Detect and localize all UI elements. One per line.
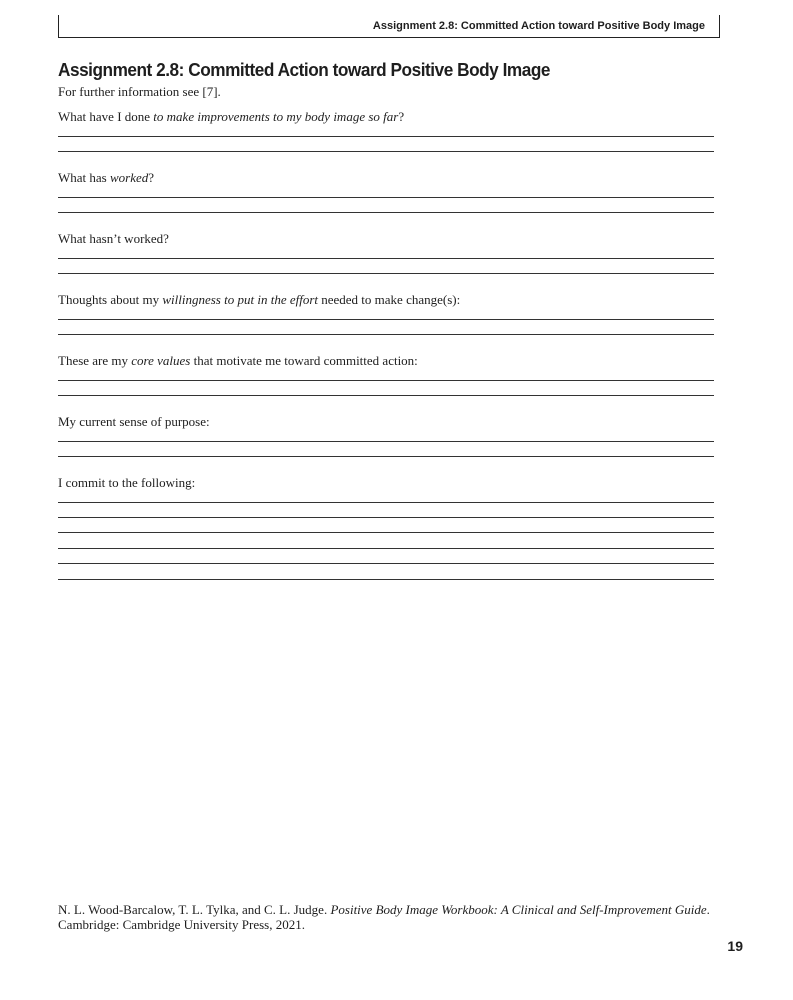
citation-authors: N. L. Wood-Barcalow, T. L. Tylka, and C. L. Judge. [58,902,331,917]
question-4-emphasis: willingness to put in the effort [162,292,318,307]
answer-line[interactable] [58,151,714,152]
answer-line[interactable] [58,258,714,259]
question-2-post: ? [148,170,155,185]
question-1-pre: What have I done [58,109,154,124]
question-1 [58,109,404,125]
answer-line[interactable] [58,563,714,564]
question-6 [58,414,210,430]
answer-line[interactable] [58,273,714,274]
page-number: 19 [727,938,743,954]
question-2-pre: What has [58,170,110,185]
question-5-post: that motivate me toward committed action: [190,353,418,368]
subtitle: For further information see [7]. [58,84,221,99]
answer-line[interactable] [58,380,714,381]
answer-line[interactable] [58,579,714,580]
question-4-pre: Thoughts about my [58,292,163,307]
question-5-emphasis: core values [131,353,191,368]
answer-line[interactable] [58,441,714,442]
question-4 [58,292,460,308]
question-7-pre: I commit to the following: [58,475,196,490]
answer-line[interactable] [58,517,714,518]
answer-line[interactable] [58,136,714,137]
question-2 [58,170,154,186]
citation-footer [58,902,728,932]
running-head-text: Assignment 2.8: Committed Action toward Positive Body Image [372,20,705,32]
citation-book-title: Positive Body Image Workbook: A Clinical and Self-Improvement Guide [330,902,707,917]
question-1-post: ? [398,109,405,124]
answer-line[interactable] [58,502,714,503]
answer-line[interactable] [58,212,714,213]
answer-line[interactable] [58,319,714,320]
question-5 [58,353,418,369]
answer-line[interactable] [58,456,714,457]
answer-line[interactable] [58,395,714,396]
answer-line[interactable] [58,334,714,335]
question-3-pre: What hasn’t worked? [58,231,169,246]
question-7 [58,475,195,491]
question-3 [58,231,169,247]
question-2-emphasis: worked [109,170,149,185]
question-6-pre: My current sense of purpose: [58,414,210,429]
question-4-post: needed to make change(s): [318,292,461,307]
citation-publisher: . Cambridge: Cambridge University Press, 2021. [58,902,710,932]
answer-line[interactable] [58,532,714,533]
running-header [58,15,720,38]
answer-line[interactable] [58,548,714,549]
question-5-pre: These are my [58,353,132,368]
answer-line[interactable] [58,197,714,198]
page-title: Assignment 2.8: Committed Action toward Positive Body Image [58,59,550,80]
question-1-emphasis: to make improvements to my body image so far [153,109,399,124]
